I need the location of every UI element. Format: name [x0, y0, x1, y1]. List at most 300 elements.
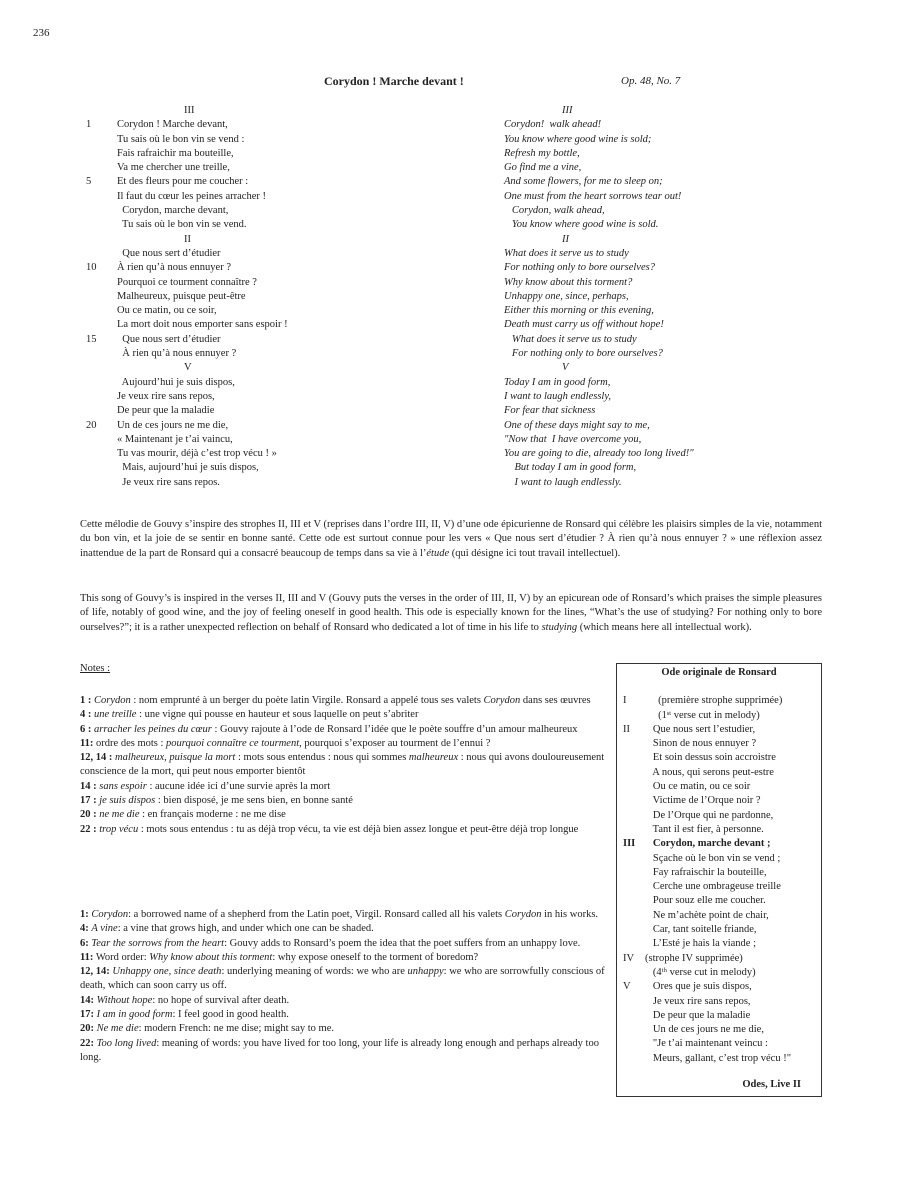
poem-line — [86, 476, 426, 490]
poem-line — [504, 447, 844, 461]
poem-line — [504, 233, 844, 247]
note-term: une treille — [94, 709, 137, 721]
note-text: : Gouvy rajoute à l’ode de Ronsard l’idée que le poète souffre d’un amour malheureux — [211, 723, 578, 735]
strophe-number — [623, 966, 645, 980]
poem-line — [504, 175, 844, 189]
poem-line — [86, 419, 426, 433]
line-text: What does it serve us to study — [504, 247, 629, 259]
line-text: De peur que la maladie — [117, 405, 215, 417]
ode-line-text: (4ᵗʰ verse cut in melody) — [645, 966, 756, 978]
poem-line — [86, 404, 426, 418]
note-key: 11: — [80, 951, 94, 963]
line-text: You know where good wine is sold; — [504, 133, 652, 145]
line-text: V — [184, 362, 192, 374]
strophe-number — [623, 780, 645, 794]
ode-line — [623, 737, 815, 751]
poem-line — [86, 318, 426, 332]
poem-line — [86, 361, 426, 375]
ode-line-text: Je veux rire sans repos, — [645, 995, 751, 1007]
note-item — [80, 951, 605, 965]
ode-line-text: Que nous sert l’estudier, — [645, 723, 756, 735]
line-number — [86, 304, 107, 318]
line-text: And some flowers, for me to sleep on; — [504, 176, 663, 188]
strophe-number — [623, 794, 645, 808]
line-number — [86, 390, 107, 404]
line-number — [86, 276, 107, 290]
commentary-french — [80, 518, 822, 561]
strophe-number — [623, 709, 645, 723]
poem-line — [504, 190, 844, 204]
poem-line — [86, 347, 426, 361]
strophe-number — [623, 937, 645, 951]
poem-line — [504, 161, 844, 175]
note-text: : bien disposé, je me sens bien, en bonne santé — [155, 795, 353, 807]
poem-line — [86, 333, 426, 347]
ode-line — [623, 995, 815, 1009]
ode-line — [623, 780, 815, 794]
line-text: One must from the heart sorrows tear out! — [504, 190, 682, 202]
line-text: Il faut du cœur les peines arracher ! — [117, 190, 266, 202]
line-text: Corydon! walk ahead! — [504, 119, 602, 131]
original-ode-lines — [623, 694, 815, 1066]
ode-line — [623, 809, 815, 823]
poem-line — [86, 233, 426, 247]
line-number: 15 — [86, 333, 97, 345]
ode-line-text: Sçache où le bon vin se vend ; — [645, 852, 781, 864]
note-text: : meaning of words: you have lived for too long, your life is already long enough and perhaps already too long. — [80, 1037, 599, 1063]
note-text: ordre des mots : — [96, 737, 167, 749]
strophe-number — [623, 909, 645, 923]
poem-line — [86, 433, 426, 447]
line-number — [86, 347, 107, 361]
ode-line — [623, 837, 815, 851]
line-text: For nothing only to bore ourselves? — [504, 348, 663, 360]
strophe-number — [623, 880, 645, 894]
line-number: 10 — [86, 262, 97, 274]
ode-line — [623, 694, 815, 708]
ode-line-text: Victime de l’Orque noir ? — [645, 795, 761, 807]
ode-line-text: Pour souz elle me coucher. — [645, 895, 766, 907]
ode-line-text: (première strophe supprimée) — [645, 695, 783, 707]
note-text: : no hope of survival after death. — [152, 994, 290, 1006]
poem-line — [504, 104, 844, 118]
line-number — [86, 147, 107, 161]
note-item — [80, 1022, 605, 1036]
ode-line-text: A nous, qui serons peut-estre — [645, 766, 774, 778]
ode-line — [623, 937, 815, 951]
note-text: : I feel good in good health. — [172, 1009, 289, 1021]
note-text: : mots sous entendus : tu as déjà trop vécu, ta vie est déjà bien assez longue et peut-être déjà trop longue — [138, 823, 579, 835]
commentary-english — [80, 592, 822, 635]
notes-heading: Notes : — [80, 663, 111, 674]
line-number — [86, 433, 107, 447]
ode-line — [623, 1023, 815, 1037]
note-text: : nom emprunté à un berger du poète latin Virgile. Ronsard a appelé tous ses valets — [130, 695, 484, 706]
poem-line — [86, 204, 426, 218]
ode-line — [623, 966, 815, 980]
line-text: Corydon, marche devant, — [117, 205, 229, 217]
poem-line — [504, 476, 844, 490]
note-text: Word order: — [95, 951, 150, 963]
note-text: : Gouvy adds to Ronsard’s poem the idea that the poet suffers from an unhappy love. — [224, 937, 581, 949]
ode-line — [623, 766, 815, 780]
line-text: Je veux rire sans repos. — [117, 476, 220, 488]
note-term: Ne me die — [96, 1023, 139, 1035]
poem-line — [86, 447, 426, 461]
line-text: Fais rafraichir ma bouteille, — [117, 147, 234, 159]
ode-line — [623, 894, 815, 908]
line-number — [86, 133, 107, 147]
note-text-2: : why expose oneself to the torment of boredom? — [272, 951, 479, 963]
note-term: trop vécu — [99, 823, 139, 835]
note-item — [80, 994, 605, 1008]
poem-line — [86, 133, 426, 147]
note-item — [80, 708, 605, 722]
note-term: Unhappy one, since death — [112, 966, 222, 978]
note-key: 22 : — [80, 823, 97, 835]
note-key: 6 : — [80, 723, 92, 735]
commentary-english-end: (which means here all intellectual work). — [577, 621, 752, 633]
line-number: 20 — [86, 419, 97, 431]
ode-line-text: (1ˢᵗ verse cut in melody) — [645, 709, 760, 721]
note-text-2: , pourquoi s’exposer au tourment de l’ennui ? — [299, 737, 491, 749]
line-text: Either this morning or this evening, — [504, 305, 654, 317]
strophe-number — [623, 894, 645, 908]
note-key: 1: — [80, 909, 89, 920]
poem-line — [504, 276, 844, 290]
ode-line — [623, 923, 815, 937]
note-text: : aucune idée ici d’une survie après la mort — [146, 780, 331, 792]
note-term: arracher les peines du cœur — [94, 723, 212, 735]
line-text: Why know about this torment? — [504, 276, 633, 288]
line-text: Va me chercher une treille, — [117, 162, 230, 174]
line-text: Que nous sert d’étudier — [117, 333, 221, 345]
line-text: I want to laugh endlessly, — [504, 390, 612, 402]
line-text: Tu sais où le bon vin se vend. — [117, 219, 247, 231]
ode-line-text: Fay rafraischir la bouteille, — [645, 866, 767, 878]
commentary-french-end: (qui désigne ici tout travail intellectuel). — [449, 547, 621, 559]
poem-french — [86, 104, 426, 490]
note-term-2: Corydon — [483, 695, 521, 706]
strophe-number — [623, 823, 645, 837]
note-key: 17 : — [80, 795, 97, 807]
note-item — [80, 808, 605, 822]
note-key: 11: — [80, 737, 94, 749]
strophe-number — [623, 751, 645, 765]
note-text: : modern French: ne me dise; might say to me. — [138, 1023, 335, 1035]
line-text: Tu vas mourir, déjà c’est trop vécu ! » — [117, 448, 277, 460]
line-text: You know where good wine is sold. — [504, 219, 659, 231]
line-text: Que nous sert d’étudier — [117, 247, 221, 259]
line-number — [86, 404, 107, 418]
line-text: Et des fleurs pour me coucher : — [117, 176, 249, 188]
ode-line-text: Corydon, marche devant ; — [645, 838, 771, 850]
ode-line — [623, 1009, 815, 1023]
line-text: "Now that I have overcome you, — [504, 433, 642, 445]
note-term: malheureux, puisque la mort — [115, 752, 236, 764]
line-text: Ou ce matin, ou ce soir, — [117, 305, 217, 317]
poem-line — [504, 461, 844, 475]
poem-line — [504, 376, 844, 390]
note-key: 4: — [80, 923, 89, 935]
poem-line — [504, 347, 844, 361]
poem-line — [86, 261, 426, 275]
note-term: Too long lived — [96, 1037, 157, 1049]
poem-english — [504, 104, 844, 490]
note-term-2: Corydon — [504, 909, 542, 920]
commentary-english-text: This song of Gouvy’s is inspired in the verses II, III and V (Gouvy puts the verses in the order of III, II, V) by an epicurean ode of Ronsard’s which praises the simple pleasures of life, notably of good wine, and the joy of feeling oneself in good health. This ode is especially known for the lines, “What’s the use of studying? For nothing only to bore ourselves?”; it is a rather unexpected reflection on behalf of Ronsard who dedicated a lot of time in his life to — [80, 593, 822, 633]
ode-line — [623, 794, 815, 808]
note-text: : a vine that grows high, and under which one can be shaded. — [117, 923, 374, 935]
strophe-number — [623, 923, 645, 937]
strophe-number — [623, 1009, 645, 1023]
line-text: Je veux rire sans repos, — [117, 390, 215, 402]
ode-line-text: "Je t’ai maintenant veincu : — [645, 1038, 768, 1050]
commentary-english-emphasis: studying — [541, 621, 578, 633]
note-term: Tear the sorrows from the heart — [91, 937, 225, 949]
ode-line — [623, 751, 815, 765]
note-item — [80, 794, 605, 808]
note-term: Corydon — [94, 695, 131, 706]
ode-line — [623, 980, 815, 994]
poem-line — [504, 118, 844, 132]
notes-french — [80, 694, 605, 837]
ode-line — [623, 880, 815, 894]
note-item — [80, 780, 605, 794]
note-key: 17: — [80, 1009, 94, 1021]
note-key: 12, 14 : — [80, 752, 113, 764]
line-text: V — [562, 362, 569, 374]
line-text: I want to laugh endlessly. — [504, 476, 622, 488]
ode-line — [623, 823, 815, 837]
poem-line — [504, 261, 844, 275]
line-text: Refresh my bottle, — [504, 147, 580, 159]
line-text: III — [562, 105, 573, 116]
line-text: For nothing only to bore ourselves? — [504, 262, 655, 274]
line-text: Death must carry us off without hope! — [504, 319, 664, 331]
line-number — [86, 233, 107, 247]
poem-line — [504, 304, 844, 318]
note-text: : en français moderne : ne me dise — [139, 809, 286, 821]
ode-line-text: Meurs, gallant, c’est trop vécu !" — [645, 1052, 791, 1064]
poem-line — [504, 318, 844, 332]
poem-line — [504, 290, 844, 304]
note-key: 1 : — [80, 695, 92, 706]
line-number — [86, 290, 107, 304]
line-text: Un de ces jours ne me die, — [117, 419, 229, 431]
line-text: Mais, aujourd’hui je suis dispos, — [117, 462, 259, 474]
poem-line — [86, 218, 426, 232]
opus-number: Op. 48, No. 7 — [621, 75, 681, 87]
poem-line — [86, 276, 426, 290]
poem-line — [504, 404, 844, 418]
ode-line — [623, 723, 815, 737]
line-number: 5 — [86, 176, 92, 188]
ode-line — [623, 1037, 815, 1051]
line-number — [86, 204, 107, 218]
line-text: II — [184, 233, 191, 245]
ode-line — [623, 909, 815, 923]
line-number — [86, 361, 107, 375]
note-term-2: malheureux — [408, 752, 459, 764]
note-key: 14: — [80, 994, 94, 1006]
note-term: Corydon — [91, 909, 129, 920]
song-title: Corydon ! Marche devant ! — [324, 74, 464, 88]
line-text: Corydon ! Marche devant, — [117, 119, 228, 131]
note-key: 20: — [80, 1023, 94, 1035]
ode-line-text: Sinon de nous ennuyer ? — [645, 738, 757, 750]
note-key: 22: — [80, 1037, 94, 1049]
note-text-2: in his works. — [541, 909, 599, 920]
strophe-number — [623, 1023, 645, 1037]
original-ode-box — [616, 663, 822, 1097]
line-number — [86, 318, 107, 332]
strophe-number: V — [623, 981, 631, 993]
ode-line-text: Ou ce matin, ou ce soir — [645, 781, 751, 793]
strophe-number — [623, 1052, 645, 1066]
poem-line — [504, 204, 844, 218]
note-item — [80, 908, 605, 922]
strophe-number: I — [623, 695, 627, 707]
strophe-number — [623, 766, 645, 780]
note-term: sans espoir — [99, 780, 147, 792]
strophe-number: III — [623, 838, 636, 850]
line-number — [86, 161, 107, 175]
poem-line — [86, 376, 426, 390]
strophe-number: IV — [623, 952, 635, 964]
line-text: À rien qu’à nous ennuyer ? — [117, 348, 237, 360]
ode-line-text: (strophe IV supprimée) — [645, 952, 743, 964]
line-text: II — [562, 233, 569, 245]
poem-line — [504, 218, 844, 232]
page-number: 236 — [33, 27, 50, 39]
note-item — [80, 1008, 605, 1022]
line-text: III — [184, 105, 195, 116]
strophe-number — [623, 1037, 645, 1051]
note-term: je suis dispos — [99, 795, 156, 807]
line-text: What does it serve us to study — [504, 333, 637, 345]
poem-line — [504, 133, 844, 147]
poem-line — [504, 147, 844, 161]
poem-line — [86, 175, 426, 189]
poem-line — [86, 390, 426, 404]
line-text: « Maintenant je t’ai vaincu, — [117, 433, 233, 445]
note-key: 14 : — [80, 780, 97, 792]
line-text: La mort doit nous emporter sans espoir ! — [117, 319, 288, 331]
poem-line — [86, 190, 426, 204]
line-text: But today I am in good form, — [504, 462, 637, 474]
poem-line — [86, 290, 426, 304]
line-number — [86, 104, 107, 118]
poem-line — [504, 333, 844, 347]
note-text-2: : we who are sorrowfully conscious of death, which can soon carry us off. — [80, 966, 605, 992]
line-text: Today I am in good form, — [504, 376, 611, 388]
note-text: : une vigne qui pousse en hauteur et sous laquelle on peut s’abriter — [136, 709, 419, 721]
strophe-number — [623, 809, 645, 823]
poem-line — [504, 390, 844, 404]
note-text: : mots sous entendus : nous qui sommes — [235, 752, 409, 764]
note-term-2: pourquoi connaître ce tourment — [166, 737, 300, 749]
note-key: 12, 14: — [80, 966, 110, 978]
note-text-2: : nous qui avons douloureusement conscience de la mort, qui peut nous emporter bientôt — [80, 752, 605, 778]
ode-line-text: Et soin dessus soin accroistre — [645, 752, 776, 764]
note-term-2: Why know about this torment — [149, 951, 273, 963]
note-item — [80, 965, 605, 994]
note-item — [80, 937, 605, 951]
poem-line — [504, 433, 844, 447]
note-item — [80, 922, 605, 936]
note-item — [80, 694, 605, 708]
note-text-2: dans ses œuvres — [520, 695, 591, 706]
strophe-number — [623, 852, 645, 866]
note-term: A vine — [91, 923, 118, 935]
line-number — [86, 376, 107, 390]
line-number — [86, 247, 107, 261]
ode-line — [623, 952, 815, 966]
line-text: One of these days might say to me, — [504, 419, 650, 431]
original-ode-title: Ode originale de Ronsard — [661, 667, 777, 678]
note-item — [80, 737, 605, 751]
ode-line-text: Ores que je suis dispos, — [645, 981, 752, 993]
line-text: Corydon, walk ahead, — [504, 205, 605, 217]
poem-line — [504, 361, 844, 375]
ode-line-text: Car, tant soitelle friande, — [645, 924, 757, 936]
poem-line — [504, 247, 844, 261]
line-number — [86, 190, 107, 204]
line-text: Malheureux, puisque peut-être — [117, 290, 246, 302]
note-item — [80, 723, 605, 737]
ode-line-text: De l’Orque qui ne pardonne, — [645, 809, 774, 821]
ode-line — [623, 709, 815, 723]
note-term: ne me die — [99, 809, 140, 821]
poem-line — [86, 147, 426, 161]
ode-line-text: De peur que la maladie — [645, 1009, 751, 1021]
poem-line — [504, 419, 844, 433]
note-key: 6: — [80, 937, 89, 949]
line-number — [86, 218, 107, 232]
line-text: À rien qu’à nous ennuyer ? — [117, 262, 232, 274]
poem-line — [86, 104, 426, 118]
original-ode-source: Odes, Live II — [742, 1079, 801, 1091]
note-term-2: unhappy — [407, 966, 444, 978]
line-text: Pourquoi ce tourment connaître ? — [117, 276, 257, 288]
notes-english — [80, 908, 605, 1065]
ode-line-text: Tant il est fier, à personne. — [645, 823, 764, 835]
line-number — [86, 447, 107, 461]
strophe-number — [623, 866, 645, 880]
note-key: 20 : — [80, 809, 97, 821]
note-item — [80, 751, 605, 780]
line-text: You are going to die, already too long lived!" — [504, 448, 694, 460]
line-text: Tu sais où le bon vin se vend : — [117, 133, 245, 145]
poem-line — [86, 247, 426, 261]
ode-line — [623, 866, 815, 880]
note-text: : underlying meaning of words: we who are — [221, 966, 408, 978]
strophe-number — [623, 737, 645, 751]
ode-line-text: Un de ces jours ne me die, — [645, 1024, 764, 1036]
ode-line-text: Ne m’achète point de chair, — [645, 909, 769, 921]
ode-line — [623, 852, 815, 866]
note-term: I am in good form — [96, 1009, 173, 1021]
commentary-french-emphasis: étude — [426, 547, 450, 559]
ode-line-text: L’Esté je hais la viande ; — [645, 938, 756, 950]
strophe-number — [623, 995, 645, 1009]
note-term: Without hope — [96, 994, 153, 1006]
poem-line — [86, 118, 426, 132]
poem-line — [86, 461, 426, 475]
line-text: Go find me a vine, — [504, 162, 582, 174]
line-number — [86, 461, 107, 475]
